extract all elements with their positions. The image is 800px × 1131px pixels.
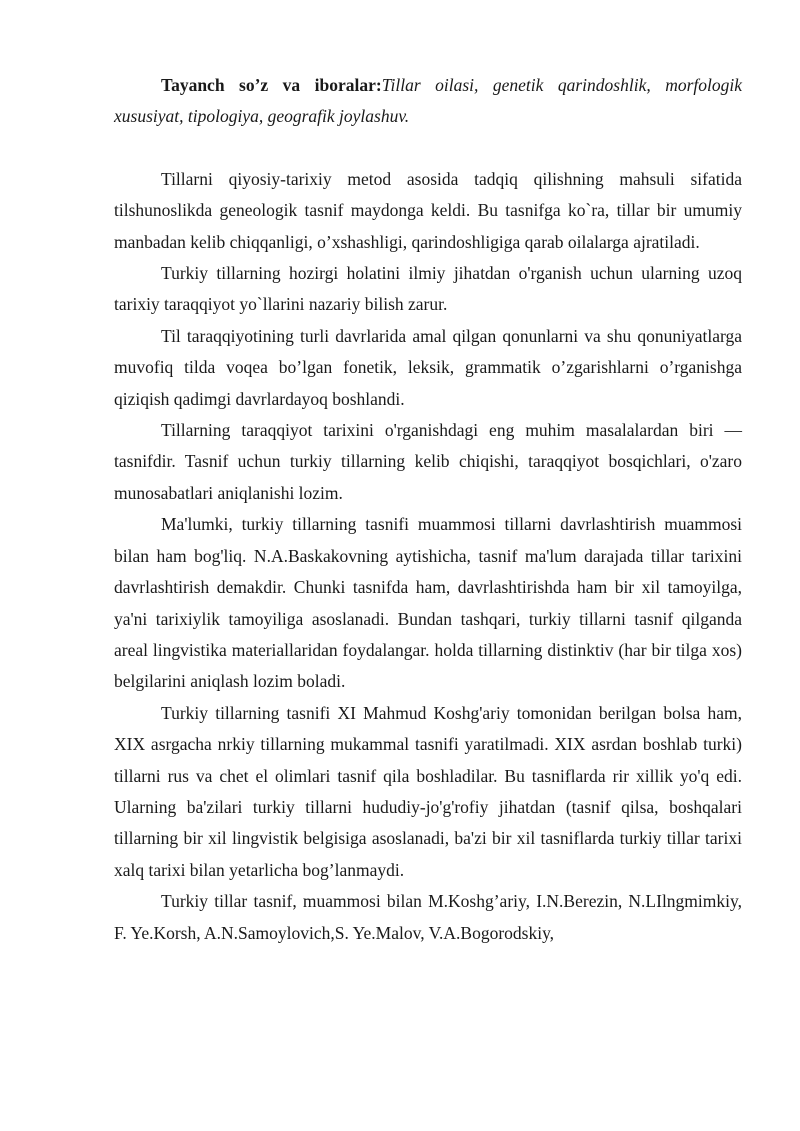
paragraph-classification-history: Turkiy tillarning tasnifi XI Mahmud Koshg'ariy tomonidan berilgan bolsa ham, XIX asrgacha nrkiy tillarning mukammal tasnifi yaratilmadi. XIX asrdan boshlab turki) tillarni rus va chet el olimlari tasnif qila boshladilar. Bu tasniflarda rir xillik yo'q edi. Ularning ba'zilari turkiy tillarni hududiy-jo'g'rofiy jihatdan (tasnif qilsa, boshqalari tillarning bir xil lingvistik belgisiga asoslanadi, ba'zi bir xil tasniflarda turkiy tillar tarixi xalq tarixi bilan yetarlicha bog’lanmaydi. [114,702,742,880]
paragraph-historical-development: Turkiy tillarning hozirgi holatini ilmiy jihatdan o'rganish uchun ularning uzoq tarixiy taraqqiyot yo`llarini nazariy bilish zarur. [114,263,742,315]
paragraph-periodization: Ma'lumki, turkiy tillarning tasnifi muammosi tillarni davrlashtirish muammosi bilan ham bog'liq. N.A.Baskakovning aytishicha, tasnif ma'lum darajada tillar tarixini davrlashtirish demakdir. Chunki tasnifda ham, davrlashtirishda ham bir xil tamoyilga, ya'ni tarixiylik tamoyiliga asoslanadi. Bundan tashqari, turkiy tillarni tasnif qilganda areal lingvistika materiallaridan foydalangar. holda tillarning distinktiv (har bir tilga xos) belgilarini aniqlash lozim boladi. [114,514,742,692]
keywords-paragraph [114,70,742,133]
paragraph-language-laws: Til taraqqiyotining turli davrlarida amal qilgan qonunlarni va shu qonuniyatlarga muvofiq tilda voqea bo’lgan fonetik, leksik, grammatik o’zgarishlarni o’rganishga qiziqish qadimgi davrlardayoq boshlandi. [114,325,742,409]
paragraph-classification-importance: Tillarning taraqqiyot tarixini o'rganishdagi eng muhim masalalardan biri — tasnifdir. Tasnif uchun turkiy tillarning kelib chiqishi, taraqqiyot bosqichlari, o'zaro munosabatlari aniqlanishi lozim. [114,420,742,503]
paragraph-geneological-classification: Tillarni qiyosiy-tarixiy metod asosida tadqiq qilishning mahsuli sifatida tilshunoslikda geneologik tasnif maydonga keldi. Bu tasnifga ko`ra, tillar bir umumiy manbadan kelib chiqqanligi, o’xshashligi, qarindoshligiga qarab oilalarga ajratiladi. [114,168,742,252]
document-page [114,70,742,949]
paragraph-spacer [114,133,742,164]
paragraph-scholars-list: Turkiy tillar tasnif, muammosi bilan M.Koshg’ariy, I.N.Berezin, N.LIlngmimkiy, F. Ye.Korsh, A.N.Samoylovich,S. Ye.Malov, V.A.Bogorodskiy, [114,891,742,943]
keywords-list: Tillar oilasi, genetik qarindoshlik, morfologik xususiyat, tipologiya, geografik joylashuv. [114,75,742,127]
keywords-label: Tayanch so’z va iboralar: [161,75,382,95]
